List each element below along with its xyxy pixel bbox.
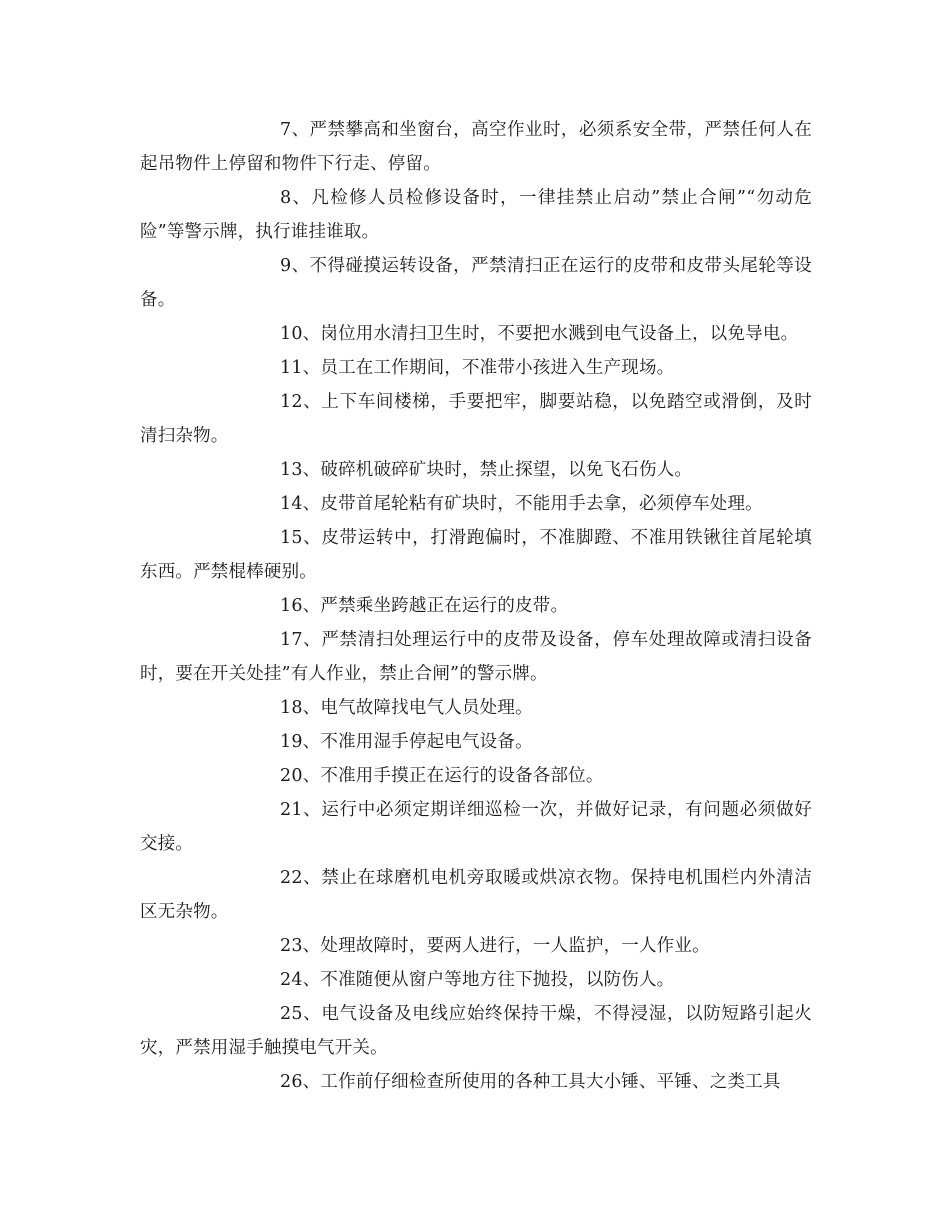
rule-paragraph-14: 14、皮带首尾轮粘有矿块时，不能用手去拿，必须停车处理。 bbox=[280, 494, 763, 514]
rule-paragraph-24: 24、不准随便从窗户等地方往下抛投，以防伤人。 bbox=[280, 970, 675, 990]
rule-paragraph-16: 16、严禁乘坐跨越正在运行的皮带。 bbox=[280, 596, 569, 616]
rule-paragraph-17: 17、严禁清扫处理运行中的皮带及设备，停车处理故障或清扫设备时，要在开关处挂”有人作业，禁止合闸”的警示牌。 bbox=[140, 630, 812, 684]
rule-paragraph-18: 18、电气故障找电气人员处理。 bbox=[280, 698, 533, 718]
rule-paragraph-9: 9、不得碰摸运转设备，严禁清扫正在运行的皮带和皮带头尾轮等设备。 bbox=[140, 256, 812, 310]
rule-paragraph-20: 20、不准用手摸正在运行的设备各部位。 bbox=[280, 766, 604, 786]
document-body bbox=[140, 113, 812, 1099]
rule-paragraph-26: 26、工作前仔细检查所使用的各种工具大小锤、平锤、之类工具 bbox=[280, 1072, 781, 1092]
rule-paragraph-11: 11、员工在工作期间，不准带小孩进入生产现场。 bbox=[280, 358, 675, 378]
rule-paragraph-12: 12、上下车间楼梯，手要把牢，脚要站稳，以免踏空或滑倒，及时清扫杂物。 bbox=[140, 392, 812, 446]
rule-paragraph-23: 23、处理故障时，要两人进行，一人监护，一人作业。 bbox=[280, 936, 710, 956]
rule-paragraph-10: 10、岗位用水清扫卫生时，不要把水溅到电气设备上，以免导电。 bbox=[280, 324, 799, 344]
rule-paragraph-8: 8、凡检修人员检修设备时，一律挂禁止启动”禁止合闸”“勿动危险”等警示牌，执行谁挂谁取。 bbox=[140, 188, 812, 242]
rule-paragraph-22: 22、禁止在球磨机电机旁取暖或烘凉衣物。保持电机围栏内外清洁区无杂物。 bbox=[140, 868, 812, 922]
rule-paragraph-19: 19、不准用湿手停起电气设备。 bbox=[280, 732, 533, 752]
rule-paragraph-7: 7、严禁攀高和坐窗台，高空作业时，必须系安全带，严禁任何人在起吊物件上停留和物件下行走、停留。 bbox=[140, 120, 812, 174]
rule-paragraph-15: 15、皮带运转中，打滑跑偏时，不准脚蹬、不准用铁锹往首尾轮填东西。严禁棍棒硬别。 bbox=[140, 528, 812, 582]
rule-paragraph-13: 13、破碎机破碎矿块时，禁止探望，以免飞石伤人。 bbox=[280, 460, 693, 480]
rule-paragraph-21: 21、运行中必须定期详细巡检一次，并做好记录，有问题必须做好交接。 bbox=[140, 800, 812, 854]
rule-paragraph-25: 25、电气设备及电线应始终保持干燥，不得浸湿，以防短路引起火灾，严禁用湿手触摸电气开关。 bbox=[140, 1004, 812, 1058]
